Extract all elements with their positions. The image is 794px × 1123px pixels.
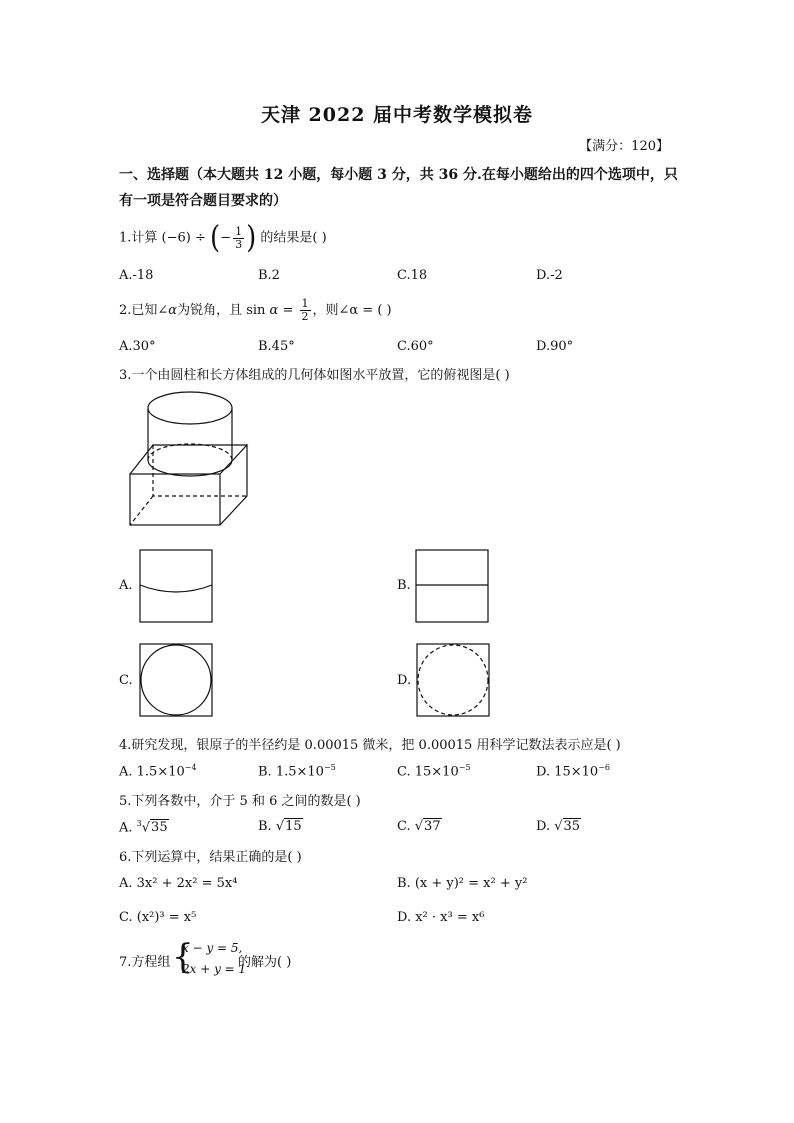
q4-option-c[interactable]: C. $15\times 10^{-5}$ bbox=[397, 763, 471, 780]
q3-option-d-label[interactable]: D. bbox=[397, 673, 412, 688]
q3-option-a-label[interactable]: A. bbox=[119, 578, 133, 593]
question-4-text: 4.研究发现，银原子的半径约是 0.00015 微米，把 0.00015 用科学记数法表示应是( ) bbox=[119, 738, 621, 753]
q1-prefix: 1.计算 bbox=[119, 230, 158, 246]
q4-option-d[interactable]: D. $15\times 10^{-6}$ bbox=[536, 763, 610, 780]
q2-eq: = bbox=[278, 303, 298, 318]
q4-option-a[interactable]: A. $1.5\times 10^{-4}$ bbox=[119, 763, 197, 780]
q2-option-d[interactable]: D.90° bbox=[536, 339, 574, 354]
q7-equation-2: 2x + y = 1 bbox=[182, 962, 247, 976]
q3-option-b-figure[interactable] bbox=[415, 549, 489, 623]
q1-suffix: 的结果是( ) bbox=[260, 230, 327, 246]
q1-option-a[interactable]: A.-18 bbox=[119, 268, 154, 283]
q5-option-a[interactable]: A. $^3$√35 bbox=[119, 819, 168, 836]
q1-option-c[interactable]: C.18 bbox=[397, 268, 428, 283]
q5-option-b[interactable]: B. √15 bbox=[258, 819, 302, 834]
section-heading: 一、选择题（本大题共 12 小题，每小题 3 分，共 36 分.在每小题给出的四个选项中，只有一项是符合题目要求的） bbox=[119, 167, 678, 209]
q1-expr: (−6) ÷ bbox=[161, 230, 206, 246]
question-5-text: 5.下列各数中，介于 5 和 6 之间的数是( ) bbox=[119, 794, 361, 809]
q1-minus: − bbox=[220, 230, 232, 246]
q7-brace: { bbox=[172, 937, 194, 977]
q6-option-a[interactable]: A. 3x² + 2x² = 5x⁴ bbox=[119, 876, 238, 891]
q3-option-d-figure[interactable] bbox=[416, 643, 490, 717]
q3-option-c-figure[interactable] bbox=[139, 643, 213, 717]
q2-prefix: 2.已知∠ bbox=[119, 303, 169, 318]
q1-fraction: $\frac{1}{3}$ bbox=[235, 224, 243, 251]
q2-fraction: $\frac{1}{2}$ bbox=[301, 297, 309, 323]
q2-suffix: ，则∠α = ( ) bbox=[312, 303, 392, 318]
q7-suffix: 的解为( ) bbox=[238, 955, 292, 970]
q2-option-a[interactable]: A.30° bbox=[119, 339, 156, 354]
q3-option-c-label[interactable]: C. bbox=[119, 673, 133, 688]
q2-alpha2: α bbox=[269, 303, 279, 318]
q6-option-d[interactable]: D. x² · x³ = x⁶ bbox=[397, 910, 485, 925]
q7-equation-1: x − y = 5, bbox=[182, 941, 243, 955]
q2-mid: 为锐角，且 sin bbox=[177, 303, 270, 318]
q3-option-a-figure[interactable] bbox=[139, 549, 213, 623]
q7-prefix: 7.方程组 bbox=[119, 955, 171, 970]
full-score-label: 【满分：120】 bbox=[579, 139, 669, 154]
q1-option-d[interactable]: D.-2 bbox=[536, 268, 563, 283]
q4-option-b[interactable]: B. $1.5\times 10^{-5}$ bbox=[258, 763, 336, 780]
question-3-text: 3.一个由圆柱和长方体组成的几何体如图水平放置，它的俯视图是( ) bbox=[119, 368, 510, 383]
question-6-text: 6.下列运算中，结果正确的是( ) bbox=[119, 850, 302, 865]
question-1: 1.计算 (−6) ÷ (− $\frac{1}{3}$ ) 的结果是( ) bbox=[119, 220, 327, 256]
q2-alpha: α bbox=[168, 303, 178, 318]
q6-option-b[interactable]: B. (x + y)² = x² + y² bbox=[397, 876, 528, 891]
q2-option-b[interactable]: B.45° bbox=[258, 339, 295, 354]
q3-option-b-label[interactable]: B. bbox=[397, 578, 411, 593]
q3-solid-figure bbox=[125, 388, 255, 528]
q6-option-c[interactable]: C. (x²)³ = x⁵ bbox=[119, 910, 197, 925]
q5-option-d[interactable]: D. √35 bbox=[536, 819, 581, 834]
q2-option-c[interactable]: C.60° bbox=[397, 339, 434, 354]
q1-option-b[interactable]: B.2 bbox=[258, 268, 280, 283]
question-2 bbox=[119, 298, 392, 323]
page-title: 天津 2022 届中考数学模拟卷 bbox=[260, 104, 534, 126]
q5-option-c[interactable]: C. √37 bbox=[397, 819, 441, 834]
